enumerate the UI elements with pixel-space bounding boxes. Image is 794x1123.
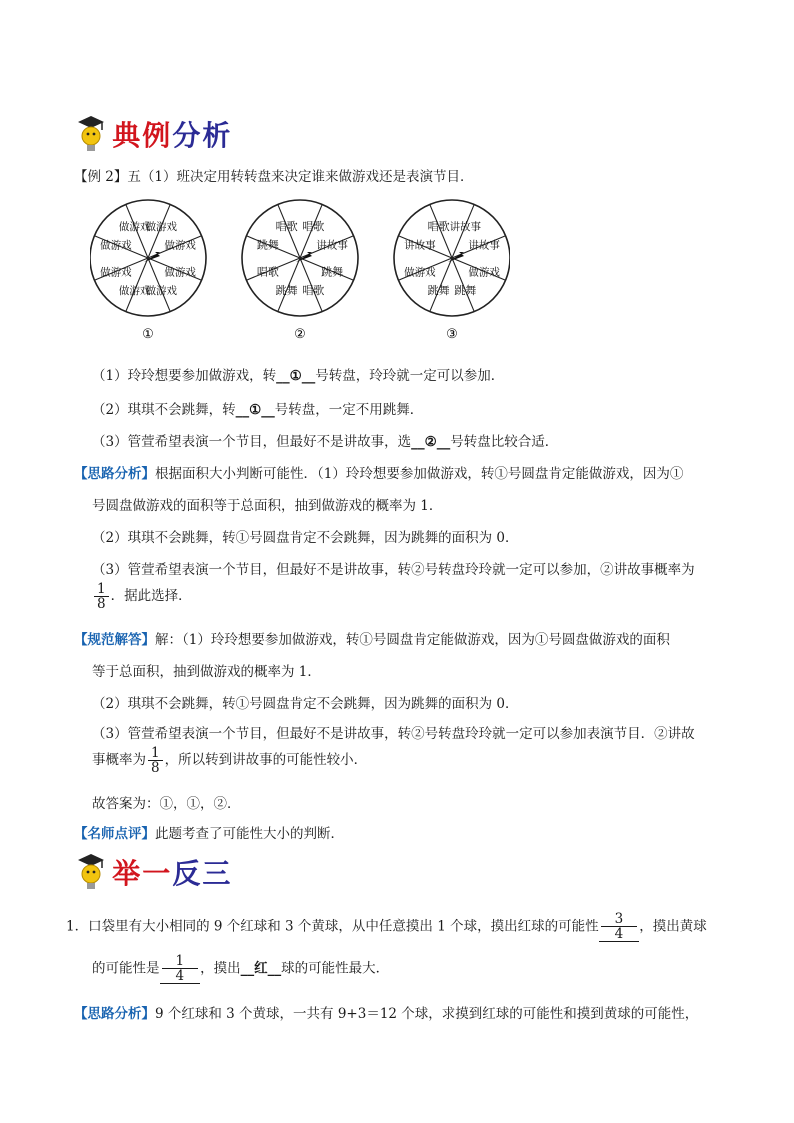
sector-label: 跳舞 <box>275 284 298 298</box>
sector-label: 做游戏 <box>468 266 500 279</box>
wheel-1 <box>90 200 206 342</box>
wheel-2 <box>242 200 358 342</box>
sector-label: 唱歌 <box>427 219 450 233</box>
analysis-line-4: （3）管萱希望表演一个节目，但最好不是讲故事，转②号转盘玲玲就一定可以参加，②讲故事概率为 <box>92 562 695 578</box>
fraction: $\frac{1}{4}$ <box>162 954 199 983</box>
comment-line: 【名师点评】此题考查了可能性大小的判断． <box>74 826 344 842</box>
problem-1-line-1: 1．口袋里有大小相同的 9 个红球和 3 个黄球，从中任意摸出 1 个球，摸出红球的可能性 $\frac{3}{4}$ ，摸出黄球 <box>66 911 707 943</box>
sector-label: 讲故事 <box>316 239 348 252</box>
sector-label: 讲故事 <box>468 239 500 252</box>
wheel-number-label: ② <box>294 327 306 342</box>
sector-label: 唱歌 <box>256 265 279 279</box>
question-1: （1）玲玲想要参加做游戏，转__①__号转盘，玲玲就一定可以参加． <box>92 368 505 384</box>
sector-label: 做游戏 <box>404 266 436 279</box>
wheel-3 <box>394 200 510 342</box>
lightbulb-graduate-icon <box>74 114 108 154</box>
problem-1-line-2: 的可能性是 $\frac{1}{4}$ ，摸出__红__球的可能性最大． <box>92 953 390 985</box>
fraction: $\frac{1}{8}$ <box>94 582 109 611</box>
solution-line-4: （3）管萱希望表演一个节目，但最好不是讲故事，转②号转盘玲玲就一定可以参加表演节目．②讲故 <box>92 726 695 742</box>
example-intro: 【例 2】五（1）班决定用转转盘来决定谁来做游戏还是表演节目． <box>74 169 474 185</box>
sector-label: 做游戏 <box>118 285 151 298</box>
analysis-line-5: $\frac{1}{8}$ ．据此选择． <box>92 582 192 611</box>
solution-line-5: 事概率为 $\frac{1}{8}$ ，所以转到讲故事的可能性较小． <box>92 745 368 777</box>
section-title: 典例分析 <box>112 119 233 152</box>
sector-label: 讲故事 <box>449 220 482 233</box>
lightbulb-graduate-icon <box>74 852 108 892</box>
analysis-line-2: 号圆盘做游戏的面积等于总面积，抽到做游戏的概率为 1． <box>92 498 443 514</box>
analysis-line-3: （2）琪琪不会跳舞，转①号圆盘肯定不会跳舞，因为跳舞的面积为 0． <box>92 530 519 546</box>
sector-label: 做游戏 <box>145 220 178 233</box>
problem-1-analysis: 【思路分析】9 个红球和 3 个黄球，一共有 9+3＝12 个球，求摸到红球的可能性和摸到黄球的可能性， <box>74 1006 699 1022</box>
solution-line-1: 【规范解答】解：（1）玲玲想要参加做游戏，转①号圆盘肯定能做游戏，因为①号圆盘做游戏的面积 <box>74 632 670 648</box>
sector-label: 唱歌 <box>302 219 325 233</box>
solution-line-3: （2）琪琪不会跳舞，转①号圆盘肯定不会跳舞，因为跳舞的面积为 0． <box>92 696 519 712</box>
wheel-number-label: ③ <box>446 327 458 342</box>
sector-label: 做游戏 <box>100 266 132 279</box>
question-2: （2）琪琪不会跳舞，转__①__号转盘，一定不用跳舞． <box>92 402 424 418</box>
section-header-practice <box>74 852 232 892</box>
sector-label: 跳舞 <box>454 284 477 298</box>
section-title: 举一反三 <box>112 857 233 890</box>
fraction: $\frac{1}{8}$ <box>148 746 163 775</box>
sector-label: 唱歌 <box>275 219 298 233</box>
sector-label: 跳舞 <box>256 238 279 252</box>
wheels-svg <box>90 192 510 348</box>
solution-line-2: 等于总面积，抽到做游戏的概率为 1． <box>92 664 321 680</box>
sector-label: 做游戏 <box>164 239 196 252</box>
question-3: （3）管萱希望表演一个节目，但最好不是讲故事，选__②__号转盘比较合适． <box>92 434 559 450</box>
answer-line: 故答案为：①，①，②． <box>92 796 241 812</box>
sector-label: 做游戏 <box>100 239 132 252</box>
sector-label: 唱歌 <box>302 284 325 298</box>
sector-label: 做游戏 <box>145 285 178 298</box>
sector-label: 做游戏 <box>164 266 196 279</box>
sector-label: 跳舞 <box>427 284 450 298</box>
sector-label: 讲故事 <box>404 239 436 252</box>
wheel-diagrams <box>90 192 510 352</box>
section-header-example <box>74 114 232 154</box>
analysis-line-1: 【思路分析】根据面积大小判断可能性．（1）玲玲想要参加做游戏，转①号圆盘肯定能做游戏，因为① <box>74 466 684 482</box>
fraction: $\frac{3}{4}$ <box>601 912 638 941</box>
sector-label: 做游戏 <box>118 220 151 233</box>
sector-label: 跳舞 <box>321 265 344 279</box>
wheel-number-label: ① <box>142 327 154 342</box>
